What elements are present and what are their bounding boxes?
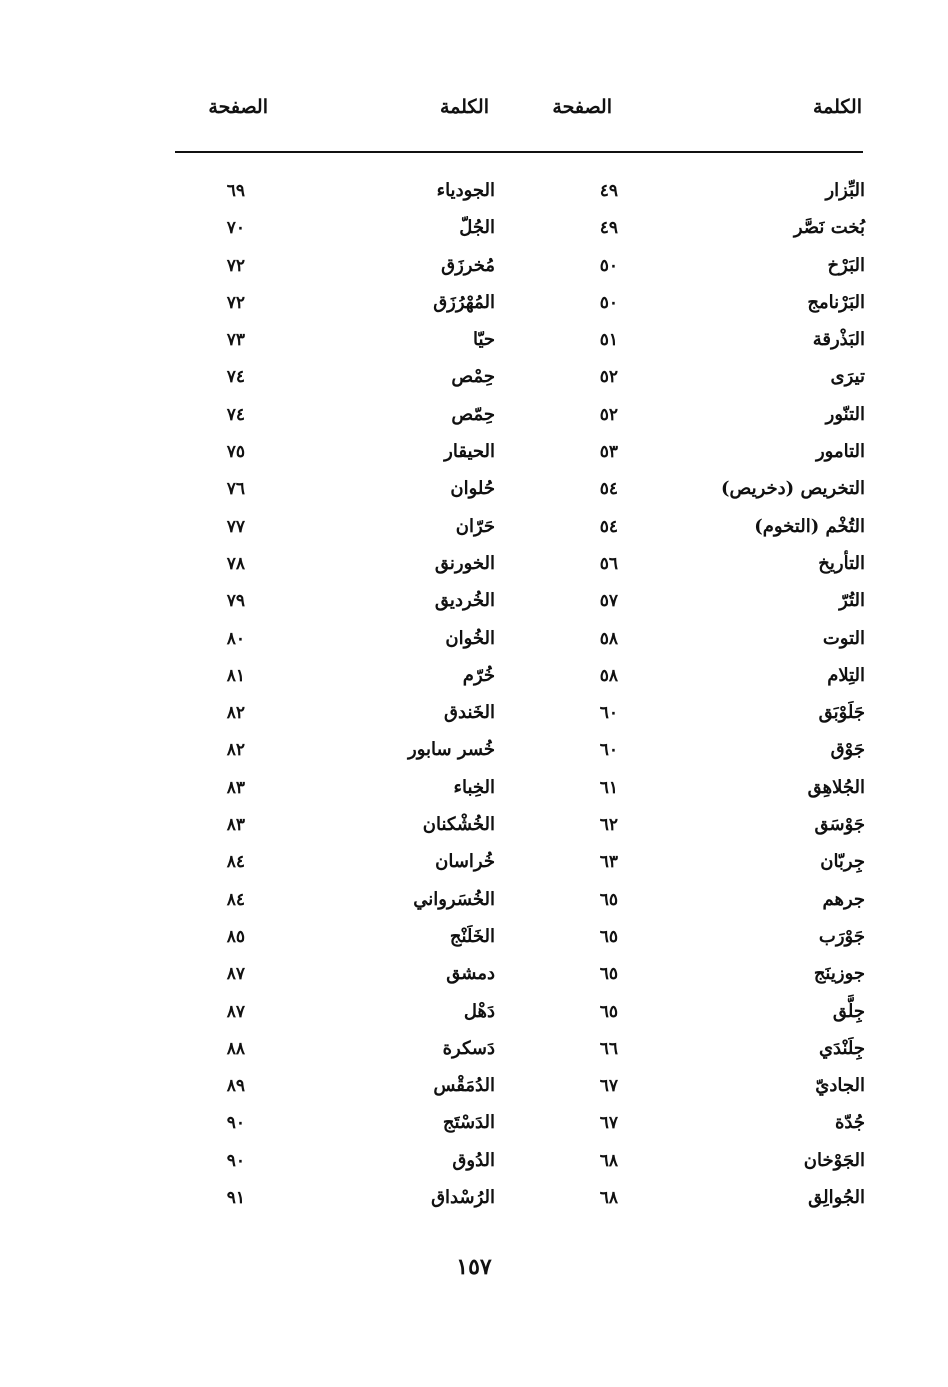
entry-page: ٥٢ — [599, 404, 618, 425]
entry-word: جُدّة — [834, 1112, 865, 1134]
entry-page: ٥٤ — [599, 516, 618, 537]
entry-word: الخَندق — [444, 702, 495, 724]
entry-word: التِلام — [827, 664, 865, 686]
header-page-col1: الصفحة — [552, 96, 612, 118]
entry-word: البَذْرقة — [812, 329, 865, 351]
entry-page: ٧٧ — [226, 516, 245, 537]
entry-word: الخُرديق — [434, 590, 495, 612]
header-word-col2: الكلمة — [439, 96, 489, 118]
entry-word: جِربّان — [820, 851, 865, 873]
entry-word: تيرَى — [830, 366, 865, 388]
entry-page: ٥٢ — [599, 367, 618, 388]
entry-word: مُخرزَق — [441, 254, 495, 276]
entry-page: ٥٠ — [599, 292, 618, 313]
table-row — [0, 1144, 948, 1181]
entry-page: ٦٠ — [599, 740, 618, 761]
entry-word: جَوْق — [830, 739, 865, 761]
table-row — [0, 733, 948, 770]
entry-word: التُخْم (التخوم) — [754, 515, 865, 537]
entry-page: ٨٧ — [226, 964, 245, 985]
entry-word: جرهم — [822, 888, 865, 910]
entry-page: ٨٤ — [226, 889, 245, 910]
entry-page: ٨٠ — [226, 628, 245, 649]
entry-page: ٦٥ — [599, 889, 618, 910]
table-row — [0, 845, 948, 882]
entry-word: الرُسْداق — [431, 1187, 495, 1209]
entry-word: جِلَّق — [832, 1000, 865, 1022]
entry-word: الجُوالِق — [808, 1187, 865, 1209]
entry-page: ٦٩ — [226, 181, 245, 201]
entry-page: ٧٩ — [226, 591, 245, 612]
entry-word: بُخت نَصَّر — [793, 217, 865, 239]
entry-page: ٩٠ — [226, 1113, 245, 1134]
entry-word: حُلوان — [450, 478, 495, 500]
table-row — [0, 696, 948, 733]
table-row — [0, 547, 948, 584]
entry-page: ٤٩ — [599, 181, 618, 201]
entry-page: ٩٠ — [226, 1150, 245, 1171]
entry-word: دمشق — [446, 963, 495, 985]
entry-word: الجُلّ — [459, 217, 495, 239]
table-row — [0, 174, 948, 211]
entry-word: جوزينَج — [813, 963, 865, 985]
entry-page: ٦٨ — [599, 1188, 618, 1209]
entry-word: الخَلَنْج — [449, 925, 495, 947]
entry-word: التأريخ — [818, 552, 865, 574]
entry-page: ٧٥ — [226, 442, 245, 463]
entry-page: ٨٥ — [226, 926, 245, 947]
entry-word: الجاديّ — [815, 1075, 865, 1097]
entry-page: ٨٢ — [226, 740, 245, 761]
entry-page: ٥١ — [599, 330, 618, 351]
entry-page: ٧٢ — [226, 255, 245, 276]
header-divider — [175, 151, 863, 153]
table-row — [0, 995, 948, 1032]
table-row — [0, 957, 948, 994]
entry-page: ٦١ — [599, 777, 618, 798]
table-row — [0, 1181, 948, 1218]
entry-page: ٥٧ — [599, 591, 618, 612]
entry-word: البَرْنامج — [807, 291, 865, 313]
table-row — [0, 920, 948, 957]
entry-word: جَلَوْبَق — [818, 702, 865, 724]
entry-page: ٧٦ — [226, 479, 245, 500]
entry-word: خُرّم — [462, 664, 495, 686]
entry-word: حَرّان — [455, 515, 495, 537]
entry-word: الدُمَقْس — [433, 1075, 495, 1097]
entry-page: ٧٠ — [226, 218, 245, 239]
entry-page: ٥٨ — [599, 628, 618, 649]
entry-page: ٤٩ — [599, 218, 618, 239]
entry-word: الحيقار — [444, 441, 495, 463]
entry-word: الجودياء — [436, 180, 495, 201]
table-row — [0, 360, 948, 397]
entry-page: ٦٥ — [599, 926, 618, 947]
table-row — [0, 883, 948, 920]
entry-word: المُهْرُزَق — [433, 291, 495, 313]
entry-page: ٨٩ — [226, 1076, 245, 1097]
entry-word: الدُوق — [452, 1149, 495, 1171]
table-row — [0, 584, 948, 621]
table-row — [0, 286, 948, 323]
entry-word: خُراسان — [435, 851, 495, 873]
entry-word: التوت — [822, 627, 865, 649]
table-row — [0, 435, 948, 472]
entry-page: ٨٣ — [226, 777, 245, 798]
entry-word: التخريص (دخريص) — [721, 478, 865, 500]
entry-page: ٦٥ — [599, 1001, 618, 1022]
header-page-col2: الصفحة — [208, 96, 268, 118]
entry-word: جَوْرَب — [818, 925, 865, 947]
entry-page: ٦٠ — [599, 703, 618, 724]
entry-page: ٦٧ — [599, 1076, 618, 1097]
table-row — [0, 510, 948, 547]
entry-word: الخورنق — [434, 552, 495, 574]
table-row — [0, 771, 948, 808]
entry-page: ٨٤ — [226, 852, 245, 873]
entry-word: خُسر سابور — [408, 739, 495, 761]
entry-word: الدَسْتَج — [442, 1112, 495, 1134]
table-row — [0, 398, 948, 435]
entry-word: الجَوْخان — [803, 1149, 865, 1171]
entry-word: دَسكرة — [442, 1037, 495, 1059]
index-entries — [0, 174, 948, 1218]
entry-word: جِلَنْدَي — [818, 1037, 865, 1059]
entry-page: ٨٣ — [226, 815, 245, 836]
entry-page: ٧٤ — [226, 367, 245, 388]
table-header — [0, 96, 948, 128]
entry-page: ٧٢ — [226, 292, 245, 313]
entry-page: ٧٤ — [226, 404, 245, 425]
entry-page: ٦٦ — [599, 1038, 618, 1059]
entry-page: ٦٨ — [599, 1150, 618, 1171]
entry-word: الخُوان — [445, 627, 495, 649]
entry-word: التامور — [815, 441, 865, 463]
entry-word: الجُلاهِق — [807, 776, 865, 798]
entry-word: البَرْخ — [827, 254, 865, 276]
table-row — [0, 472, 948, 509]
table-row — [0, 622, 948, 659]
entry-page: ٧٨ — [226, 553, 245, 574]
entry-page: ٦٣ — [599, 852, 618, 873]
table-row — [0, 323, 948, 360]
entry-page: ٨٢ — [226, 703, 245, 724]
entry-word: البِّزار — [825, 180, 865, 201]
entry-word: حِمّص — [451, 403, 495, 425]
entry-word: الخُسَرواني — [413, 888, 495, 910]
entry-page: ٥٦ — [599, 553, 618, 574]
entry-page: ٥٣ — [599, 442, 618, 463]
entry-word: حيّا — [472, 329, 495, 351]
entry-word: حِمْص — [451, 366, 495, 388]
entry-page: ٥٤ — [599, 479, 618, 500]
entry-page: ٨٧ — [226, 1001, 245, 1022]
page-number: ١٥٧ — [456, 1254, 492, 1280]
table-row — [0, 808, 948, 845]
table-row — [0, 1106, 948, 1143]
table-row — [0, 1069, 948, 1106]
entry-page: ٨١ — [226, 665, 245, 686]
entry-page: ٥٠ — [599, 255, 618, 276]
header-word-col1: الكلمة — [812, 96, 862, 118]
entry-page: ٦٥ — [599, 964, 618, 985]
table-row — [0, 249, 948, 286]
entry-word: التنّور — [825, 403, 865, 425]
entry-page: ٥٨ — [599, 665, 618, 686]
entry-word: جَوْسَق — [814, 814, 865, 836]
entry-page: ٦٢ — [599, 815, 618, 836]
entry-word: الخُشْكنان — [422, 814, 495, 836]
entry-word: الخِباء — [453, 776, 495, 798]
entry-page: ٧٣ — [226, 330, 245, 351]
entry-word: التُرّ — [839, 590, 865, 612]
entry-page: ٨٨ — [226, 1038, 245, 1059]
entry-word: دَهْل — [463, 1000, 495, 1022]
entry-page: ٩١ — [226, 1188, 245, 1209]
table-row — [0, 659, 948, 696]
table-row — [0, 211, 948, 248]
entry-page: ٦٧ — [599, 1113, 618, 1134]
table-row — [0, 1032, 948, 1069]
